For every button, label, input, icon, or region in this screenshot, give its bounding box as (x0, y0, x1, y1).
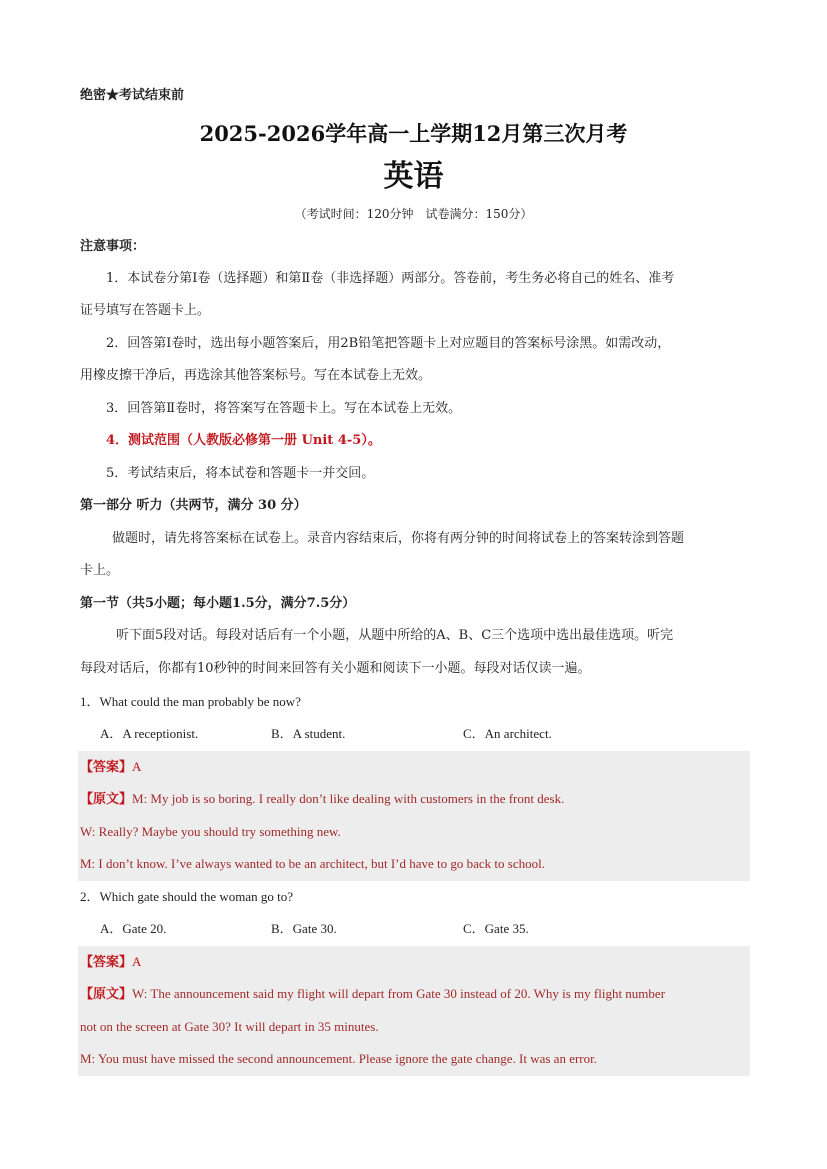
part1-intro-line-1: 做题时，请先将答案标在试卷上。录音内容结束后，你将有两分钟的时间将试卷上的答案转涂到答题 (112, 531, 685, 546)
exam-time: （考试时间：120分钟 试卷满分：150分） (294, 207, 533, 221)
question-2-option-a: A．Gate 20. (100, 921, 167, 936)
question-1-script-line-1 (80, 789, 564, 810)
script-label: 【原文】 (80, 987, 133, 1002)
notice-item-1-line-1: 1．本试卷分第Ⅰ卷（选择题）和第Ⅱ卷（非选择题）两部分。答卷前，考生务必将自己的姓名、准考 (106, 271, 675, 286)
question-2-option-c: C．Gate 35. (463, 921, 529, 936)
question-1-script-line-3: M: I don’t know. I’ve always wanted to be an architect, but I’d have to go back to school. (80, 856, 545, 871)
question-1-script-line-2: W: Really? Maybe you should try something new. (80, 824, 341, 839)
question-2-stem: 2．Which gate should the woman go to? (80, 889, 294, 904)
section1-intro-line-2: 每段对话后，你都有10秒钟的时间来回答有关小题和阅读下一小题。每段对话仅读一遍。 (80, 661, 591, 676)
notice-heading: 注意事项： (80, 239, 146, 254)
section1-intro-line-1: 听下面5段对话。每段对话后有一个小题，从题中所给的A、B、C三个选项中选出最佳选项。听完 (116, 628, 674, 643)
question-2-option-b: B．Gate 30. (271, 921, 337, 936)
answer-value: A (132, 954, 142, 969)
part1-intro-line-2: 卡上。 (80, 563, 120, 578)
answer-label: 【答案】 (80, 955, 133, 970)
question-1-option-b: B．A student. (271, 726, 346, 741)
question-2-script-line-3: M: You must have missed the second announcement. Please ignore the gate change. It was an error. (80, 1051, 597, 1066)
notice-item-1-line-2: 证号填写在答题卡上。 (80, 303, 211, 318)
script-text: W: The announcement said my flight will depart from Gate 30 instead of 20. Why is my flight number (132, 986, 666, 1001)
notice-item-3: 3．回答第Ⅱ卷时，将答案写在答题卡上。写在本试卷上无效。 (106, 401, 462, 416)
question-2-script-line-2: not on the screen at Gate 30? It will depart in 35 minutes. (80, 1019, 379, 1034)
notice-item-2-line-1: 2．回答第Ⅰ卷时，选出每小题答案后，用2B铅笔把答题卡上对应题目的答案标号涂黑。如需改动， (106, 336, 671, 351)
question-1-option-a: A．A receptionist. (100, 726, 199, 741)
notice-item-2-line-2: 用橡皮擦干净后，再选涂其他答案标号。写在本试卷上无效。 (80, 368, 432, 383)
question-1-option-c: C．An architect. (463, 726, 552, 741)
part1-heading: 第一部分 听力（共两节，满分 30 分） (80, 498, 307, 513)
answer-label: 【答案】 (80, 760, 133, 775)
notice-item-4: 4．测试范围（人教版必修第一册 Unit 4-5）。 (106, 433, 381, 448)
answer-value: A (132, 759, 142, 774)
subject-title: 英语 (383, 159, 444, 194)
exam-title: 2025-2026学年高一上学期12月第三次月考 (199, 121, 628, 146)
script-text: M: My job is so boring. I really don’t like dealing with customers in the front desk. (132, 791, 565, 806)
script-label: 【原文】 (80, 792, 133, 807)
section1-heading: 第一节（共5小题；每小题1.5分，满分7.5分） (80, 596, 356, 611)
confidential-label: 绝密★考试结束前 (80, 88, 185, 103)
question-1-answer-row (80, 757, 141, 778)
question-2-answer-row (80, 952, 141, 973)
question-1-stem: 1．What could the man probably be now? (80, 694, 301, 709)
notice-item-5: 5．考试结束后，将本试卷和答题卡一并交回。 (106, 466, 375, 481)
question-2-script-line-1 (80, 984, 665, 1005)
